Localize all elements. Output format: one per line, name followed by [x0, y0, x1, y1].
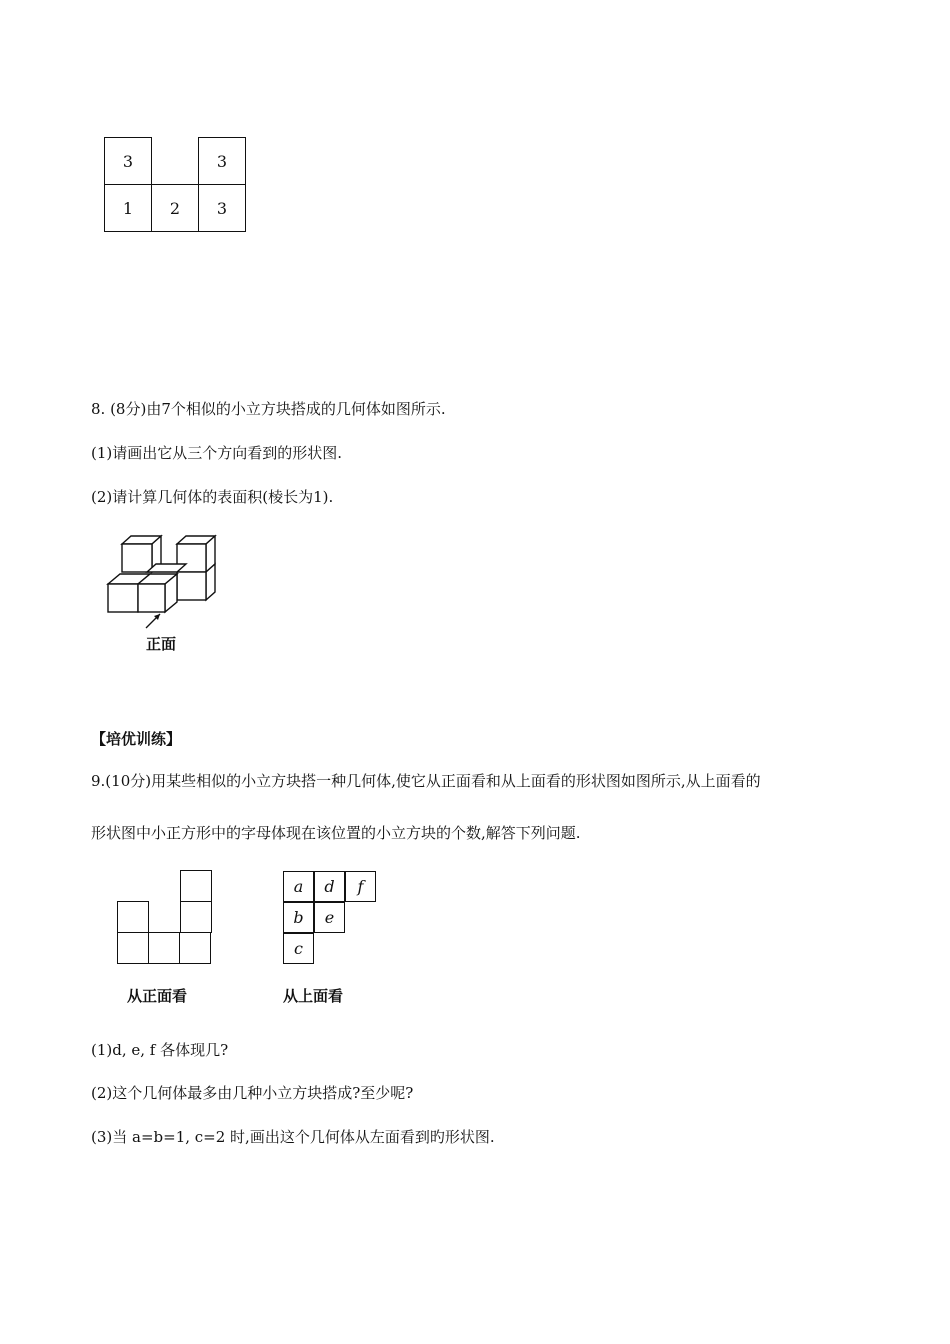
grid-cell: 3	[199, 138, 246, 185]
front-square	[180, 870, 212, 902]
front-square	[179, 932, 211, 964]
letter-cell-d: d	[314, 871, 345, 902]
q9-part2: (2)这个几何体最多由几种小立方块搭成?至少呢?	[91, 1084, 414, 1102]
front-square	[180, 901, 212, 933]
top-view-caption: 从上面看	[283, 987, 344, 1005]
letter-cell-b: b	[283, 902, 314, 933]
letter-cell-c: c	[283, 933, 314, 964]
grid-cell: 3	[199, 185, 246, 232]
front-square	[117, 901, 149, 933]
q9-line2: 形状图中小正方形中的字母体现在该位置的小立方块的个数,解答下列问题.	[91, 824, 581, 842]
grid-cell: 3	[105, 138, 152, 185]
q9-part1: (1)d, e, f 各体现几?	[91, 1041, 229, 1059]
top-view-grid	[104, 137, 246, 232]
q8-part1: (1)请画出它从三个方向看到的形状图.	[91, 444, 343, 462]
q8-part2: (2)请计算几何体的表面积(棱长为1).	[91, 488, 334, 506]
grid-cell: 1	[105, 185, 152, 232]
q9-line1: 9.(10分)用某些相似的小立方块搭一种几何体,使它从正面看和从上面看的形状图如图所示,从上面看的	[91, 772, 761, 790]
section-heading: 【培优训练】	[91, 730, 182, 748]
front-view-caption: 从正面看	[127, 987, 188, 1005]
letter-cell-f: f	[345, 871, 376, 902]
q8-title: 8. (8分)由7个相似的小立方块搭成的几何体如图所示.	[91, 400, 446, 418]
grid-cell: 2	[152, 185, 199, 232]
letter-cell-e: e	[314, 902, 345, 933]
cube-figure	[100, 530, 230, 630]
front-label: 正面	[146, 635, 177, 653]
front-square	[117, 932, 149, 964]
grid-cell-empty	[152, 138, 199, 185]
q9-part3: (3)当 a=b=1, c=2 时,画出这个几何体从左面看到旳形状图.	[91, 1128, 495, 1146]
front-square	[148, 932, 180, 964]
letter-cell-a: a	[283, 871, 314, 902]
